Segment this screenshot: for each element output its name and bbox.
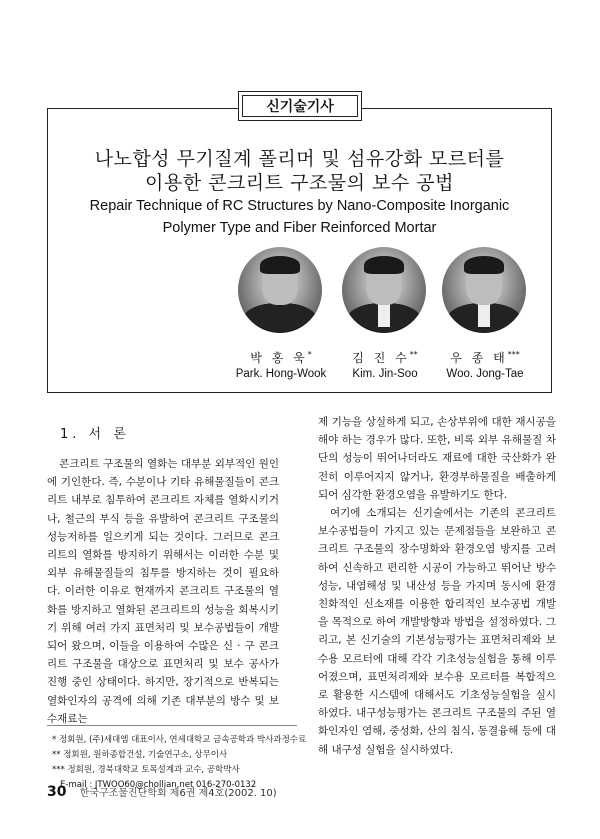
footnote-email: E-mail : JTWOO60@chollian.net 016-270-0132 [60,780,257,790]
footnote-3: *** 정회원, 경북대학교 토목설계과 교수, 공학박사 [52,765,240,775]
section-tag [238,91,362,121]
right-paragraph-1: 제 기능을 상실하게 되고, 손상부위에 대한 재시공을 해야 하는 경우가 많다. 또한, 비록 외부 유해물질 차단의 성능이 뛰어나더라도 재료에 대한 국산화가 완전히 이루어지지 않거나, 환경부하물질을 배출하게 되어 심각한 환경오염을 유발하기도 한다. [318,416,556,501]
author-photo-2 [342,247,426,333]
left-column [47,455,279,728]
journal-info: 한국구조물진단학회 제6권 제4호(2002. 10) [79,788,277,799]
author-roman-1: Park. Hong-Wook [235,368,327,380]
right-column [318,413,556,759]
footnote-2: ** 정회원, 원하종합건설, 기술연구소, 상무이사 [52,750,228,760]
title-ko-line1: 나노합성 무기질계 폴리머 및 섬유강화 모르터를 [94,148,505,170]
author-roman-2: Kim. Jin-Soo [352,368,418,380]
title-ko-line2: 이용한 콘크리트 구조물의 보수 공법 [145,172,454,194]
title-en-line2: Polymer Type and Fiber Reinforced Mortar [162,220,437,236]
author-roman-3: Woo. Jong-Tae [446,368,524,380]
page-number: 30 [47,784,67,800]
right-paragraph-2: 여기에 소개되는 신기술에서는 기존의 콘크리트 보수공법들이 가지고 있는 문제점들을 보완하고 콘크리트 구조물의 장수명화와 환경오염 방지를 고려하여 신속하고 편리한 시공이 가능하고 뛰어난 방수성능, 내염해성 및 내산성 등을 가지며 동시에 환경친화적인 신소재를 이용한 합리적인 보수공법 개발을 목적으로 하여 개발방향과 방법을 설정하였다. 그리고, 본 신기술의 기본성능평가는 표면처리제와 보수용 모르터에 대해 각각 기초성능실험을 통해 이루어졌으며, 표면처리제와 보수용 모르터를 복합적으로 활용한 시스템에 대해서도 기초성능실험을 실시하였다. 내구성능평가는 콘크리트 구조물의 주된 열화인자인 염해, 중성화, 산의 침식, 동결융해 등에 대해 내구성 실험을 실시하였다. [318,507,556,756]
title-en-line1: Repair Technique of RC Structures by Nano-Composite Inorganic [89,198,510,214]
author-name-1: 박 홍 욱* [250,350,312,365]
section-tag-label: 신기술기사 [242,95,358,117]
author-name-3: 우 종 태*** [450,350,520,365]
section-heading: 1. 서 론 [60,427,130,442]
author-name-2: 김 진 수** [352,350,418,365]
page-footer [47,784,552,800]
left-paragraph: 콘크리트 구조물의 열화는 대부분 외부적인 원인에 기인한다. 즉, 수분이나 기타 유해물질들이 콘크리트 내부로 침투하여 콘크리트 자체를 열화시키거나, 철근의 부식 등을 유발하여 콘크리트 구조물의 성능저하를 일으키게 되는 것이다. 그러므로 콘크리트의 열화를 방지하기 위해서는 이러한 수분 및 외부 유해물질들의 침투를 방지하는 것이 필요하다. 이러한 이유로 현재까지 콘크리트 구조물의 열화를 방지하고 열화된 콘크리트의 성능을 회복시키기 위해 여러 가지 표면처리 및 보수공법들이 개발되어 왔으며, 이들을 이용하여 수많은 신 · 구 콘크리트 구조물을 대상으로 표면처리 및 보수 공사가 진행 중인 상태이다. 하지만, 장기적으로 반복되는 열화인자의 공격에 의해 기존 대부분의 방수 및 보수재료는 [47,458,279,725]
footnote-rule [47,725,297,726]
author-photo-3 [442,247,526,333]
footnote-1: * 정회원, (주)세대엠 대표이사, 연세대학교 금속공학과 박사과정수료 [52,735,307,745]
author-photo-1 [238,247,322,333]
